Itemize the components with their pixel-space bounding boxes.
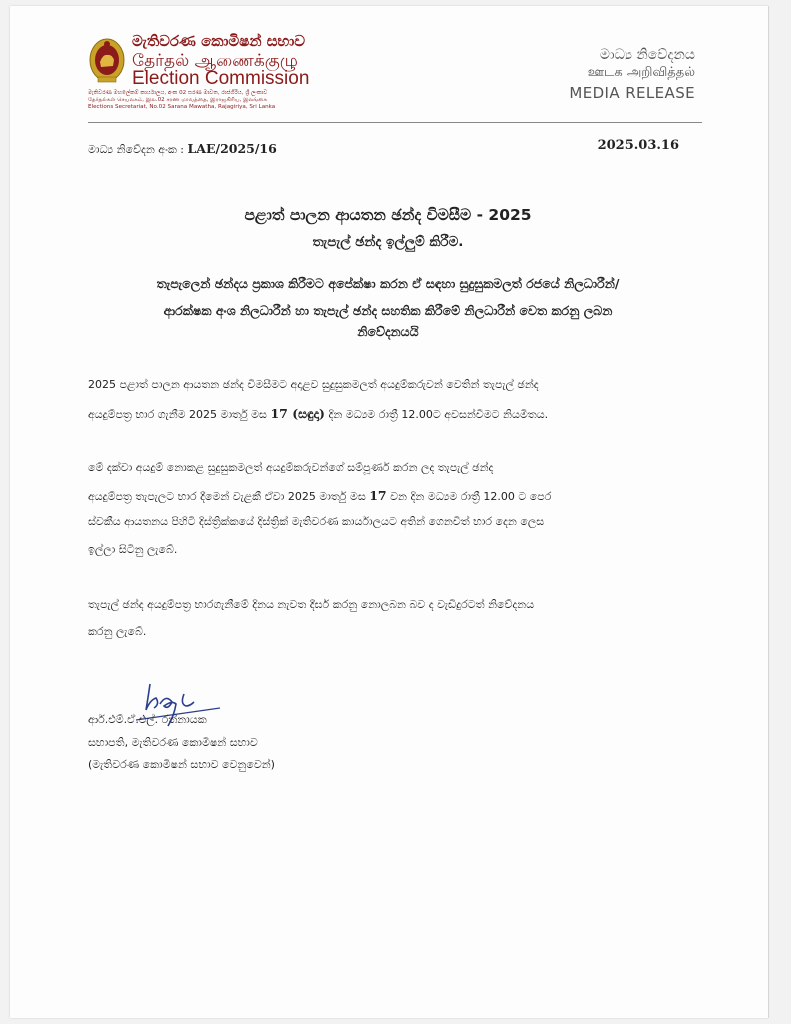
text-run: අයදුම්පත්‍ර තැපැලට භාර දීමෙන් වැළකී ඒවා 2025 මාර්තු මස (88, 490, 370, 503)
org-name-english: Election Commission (132, 68, 310, 89)
subject-line: ආරක්ෂක අංශ නිලධාරීන් හා තැපැල් ඡන්ද සහතික කිරීමේ නිලධාරීන් වෙත කරනු ලබන (163, 303, 613, 318)
address-sinhala: මැතිවරණ මහලේකම් කාර්යාලය, අංක 02 සරණ මාවත, රාජගිරිය, ශ්‍රී ලංකාව (88, 90, 268, 96)
paragraph-2-line: මේ දක්වා අයදුම් නොකළ සුදුසුකමලත් අයදුම්කරුවන්ගේ සම්පූර්ණ කරන ලද තැපැල් ඡන්ද (88, 461, 494, 474)
signatory-on-behalf: (මැතිවරණ කොමිෂන් සභාව වෙනුවෙන්) (88, 758, 275, 771)
text-run: වන දින මධ්‍යම රාත්‍රී 12.00 ට පෙර (386, 490, 552, 503)
paragraph-2-line: ඉල්ලා සිටිනු ලැබේ. (88, 543, 178, 556)
deadline-date: 17 (සඳුදා) (270, 406, 325, 421)
paragraph-1-line (88, 406, 700, 422)
signatory-title: සභාපති, මැතිවරණ කොමිෂන් සභාව (88, 736, 258, 749)
reference-number (88, 141, 277, 157)
address-english: Elections Secretariat, No.02 Sarana Mawatha, Rajagiriya, Sri Lanka (88, 104, 276, 110)
reference-label: මාධ්‍ය නිවේදන අංක : (88, 143, 188, 156)
paragraph-3-line: තැපැල් ඡන්ද අයදුම්පත්‍ර භාරගැනීමේ දිනය නැවත දීර්ඝ කරනු නොලබන බව ද වැඩිදුරටත් නිවේදනය (88, 598, 535, 611)
subject-line: නිවේදනයයි (357, 324, 419, 339)
page-edge (768, 6, 769, 1018)
paragraph-1-line: 2025 පළාත් පාලන ආයතන ඡන්ද විමසීමට අදාළව සුදුසුකමලත් අයදුම්කරුවන් වෙතින් තැපැල් ඡන්ද (88, 378, 539, 391)
org-name-tamil: தேர்தல் ஆணைக்குழு (132, 51, 298, 71)
text-run: දින මධ්‍යම රාත්‍රී 12.00ට අවසන්වීමට නියමිතය. (324, 408, 549, 421)
text-run: අයදුම්පත්‍ර භාර ගැනීම 2025 මාර්තු මස (88, 408, 271, 421)
document-page (10, 6, 768, 1018)
paragraph-3-line: කරනු ලැබේ. (88, 625, 147, 638)
paragraph-2-line (88, 488, 700, 504)
subject-line: තැපැලෙන් ඡන්දය ප්‍රකාශ කිරීමට අපේක්ෂා කරන ඒ සඳහා සුදුසුකමලත් රජයේ නිලධාරීන්/ (156, 276, 620, 291)
main-title: පළාත් පාලන ආයතන ඡන්ද විමසීම - 2025 (244, 206, 532, 224)
deadline-day: 17 (369, 488, 387, 503)
paragraph-2-line: ස්වකීය ආයතනය පිහිටි දිස්ත්‍රික්කයේ දිස්ත්‍රික් මැතිවරණ කාර්යාලයට අතින් ගෙනවිත් භාර දෙන ලෙස (88, 515, 545, 528)
sub-title: තැපැල් ඡන්ද ඉල්ලුම් කිරීම. (312, 234, 464, 250)
sri-lanka-emblem-icon (88, 36, 126, 86)
org-name-sinhala: මැතිවරණ කොමිෂන් සභාව (132, 32, 306, 50)
media-release-tamil: ஊடக அறிவித்தல் (587, 65, 695, 80)
address-tamil: தேர்தல்கள் செயலகம், இல.02 சரண மாவத்தை, இராஜகிரிய, இலங்கை (88, 97, 268, 103)
media-release-sinhala: මාධ්‍ය නිවේදනය (599, 47, 695, 63)
media-release-english: MEDIA RELEASE (569, 84, 695, 102)
release-date: 2025.03.16 (597, 138, 679, 153)
header-divider (88, 122, 702, 123)
signatory-name: ආර්.එම්.ඒ.එල්. රත්නායක (88, 713, 207, 726)
reference-code: LAE/2025/16 (187, 141, 277, 156)
